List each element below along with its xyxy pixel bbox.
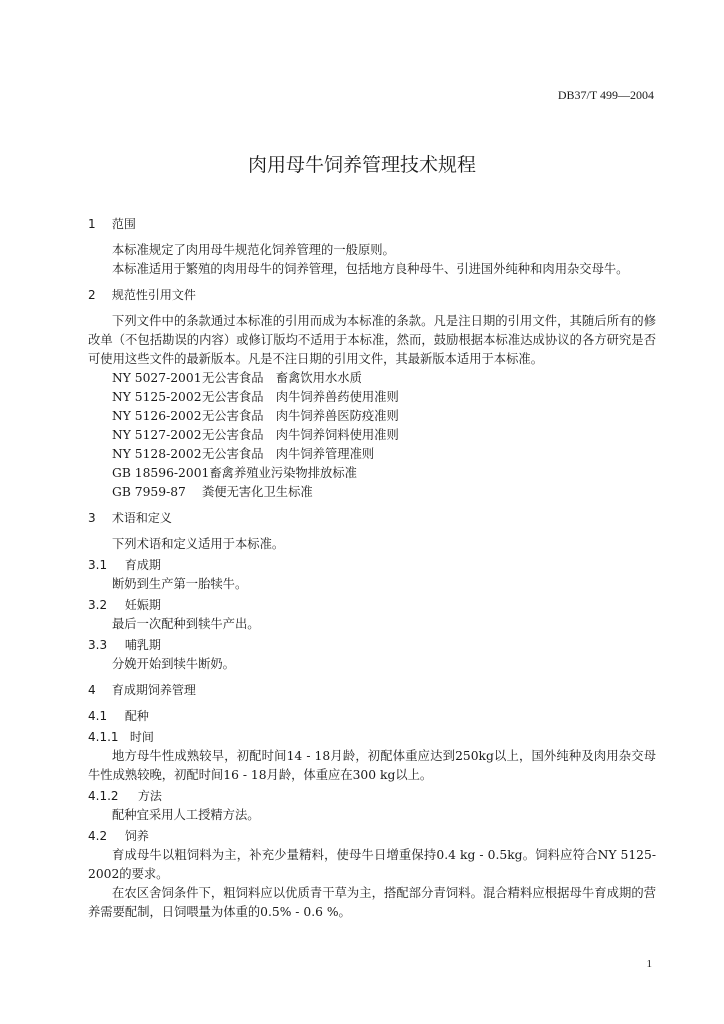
definition: 分娩开始到犊牛断奶。	[112, 657, 235, 671]
section-2-heading	[88, 286, 656, 305]
reference-item	[88, 445, 656, 464]
section-title: 术语和定义	[111, 511, 172, 525]
subsection-3-2-heading	[88, 596, 656, 615]
reference-item	[88, 407, 656, 426]
section-number: 1	[88, 217, 96, 231]
reference-code: NY 5126-2002	[112, 409, 202, 423]
subsection-4-1-heading	[88, 707, 656, 726]
subsection-number: 4.1.1	[88, 730, 119, 744]
page-number: 1	[646, 958, 652, 970]
document-body	[88, 208, 656, 922]
reference-item	[88, 464, 656, 483]
reference-list	[88, 369, 656, 502]
paragraph: 地方母牛性成熟较早，初配时间14 - 18月龄，初配体重应达到250kg以上，国外纯种及肉用杂交母牛性成熟较晚，初配时间16 - 18月龄，体重应在300 kg以上。	[88, 749, 656, 782]
paragraph: 本标准规定了肉用母牛规范化饲养管理的一般原则。	[112, 243, 395, 257]
subsection-title: 育成期	[124, 558, 161, 572]
subsection-number: 4.1.2	[88, 789, 119, 803]
section-number: 2	[88, 288, 96, 302]
subsection-title: 哺乳期	[124, 638, 161, 652]
reference-code: NY 5125-2002	[112, 390, 202, 404]
subsection-title: 妊娠期	[124, 598, 161, 612]
paragraph: 在农区舍饲条件下，粗饲料应以优质青干草为主，搭配部分青饲料。混合精料应根据母牛育成期的营养需要配制，日饲喂量为体重的0.5% - 0.6 %。	[88, 886, 656, 919]
section-number: 4	[88, 683, 96, 697]
paragraph: 本标准适用于繁殖的肉用母牛的饲养管理，包括地方良种母牛、引进国外纯种和肉用杂交母牛。	[112, 262, 629, 276]
document-code: DB37/T 499—2004	[557, 88, 654, 102]
subsection-number: 4.1	[88, 709, 108, 723]
section-title: 范围	[111, 217, 136, 231]
paragraph: 下列术语和定义适用于本标准。	[112, 537, 285, 551]
subsection-title: 方法	[137, 789, 162, 803]
reference-name: 无公害食品 肉牛饲养管理准则	[202, 447, 375, 461]
subsection-number: 4.2	[88, 829, 108, 843]
subsection-4-2-heading	[88, 827, 656, 846]
reference-name: 无公害食品 肉牛饲养兽药使用准则	[202, 390, 399, 404]
reference-code: NY 5128-2002	[112, 447, 202, 461]
paragraph: 育成母牛以粗饲料为主，补充少量精料，使母牛日增重保持0.4 kg - 0.5kg。饲料应符合NY 5125-2002的要求。	[88, 848, 656, 881]
subsection-number: 3.1	[88, 558, 108, 572]
reference-name: 无公害食品 肉牛饲养饲料使用准则	[202, 428, 399, 442]
subsection-number: 3.3	[88, 638, 108, 652]
subsection-title: 饲养	[124, 829, 149, 843]
reference-code: GB 18596-2001	[112, 466, 210, 480]
subsection-title: 时间	[129, 730, 154, 744]
reference-name: 无公害食品 畜禽饮用水水质	[202, 371, 362, 385]
section-number: 3	[88, 511, 96, 525]
subsection-4-1-1-heading	[88, 728, 656, 747]
subsection-title: 配种	[124, 709, 149, 723]
reference-name: 无公害食品 肉牛饲养兽医防疫准则	[202, 409, 399, 423]
reference-code: NY 5127-2002	[112, 428, 202, 442]
definition: 最后一次配种到犊牛产出。	[112, 617, 260, 631]
section-title: 育成期饲养管理	[111, 683, 196, 697]
subsection-4-1-2-heading	[88, 787, 656, 806]
subsection-number: 3.2	[88, 598, 108, 612]
reference-code: GB 7959-87	[112, 485, 186, 499]
section-title: 规范性引用文件	[111, 288, 196, 302]
definition: 断奶到生产第一胎犊牛。	[112, 577, 248, 591]
subsection-3-1-heading	[88, 556, 656, 575]
section-3-heading	[88, 509, 656, 528]
reference-item	[88, 388, 656, 407]
reference-code: NY 5027-2001	[112, 371, 202, 385]
document-title: 肉用母牛饲养管理技术规程	[247, 154, 476, 176]
reference-name: 粪便无害化卫生标准	[202, 485, 313, 499]
subsection-3-3-heading	[88, 636, 656, 655]
reference-item	[88, 483, 656, 502]
reference-item	[88, 426, 656, 445]
section-1-heading	[88, 215, 656, 234]
reference-item	[88, 369, 656, 388]
section-4-heading	[88, 681, 656, 700]
reference-name: 畜禽养殖业污染物排放标准	[209, 466, 357, 480]
paragraph: 下列文件中的条款通过本标准的引用而成为本标准的条款。凡是注日期的引用文件，其随后所有的修改单（不包括勘误的内容）或修订版均不适用于本标准，然而，鼓励根据本标准达成协议的各方研究是否可使用这些文件的最新版本。凡是不注日期的引用文件，其最新版本适用于本标准。	[88, 314, 656, 366]
paragraph: 配种宜采用人工授精方法。	[112, 808, 260, 822]
